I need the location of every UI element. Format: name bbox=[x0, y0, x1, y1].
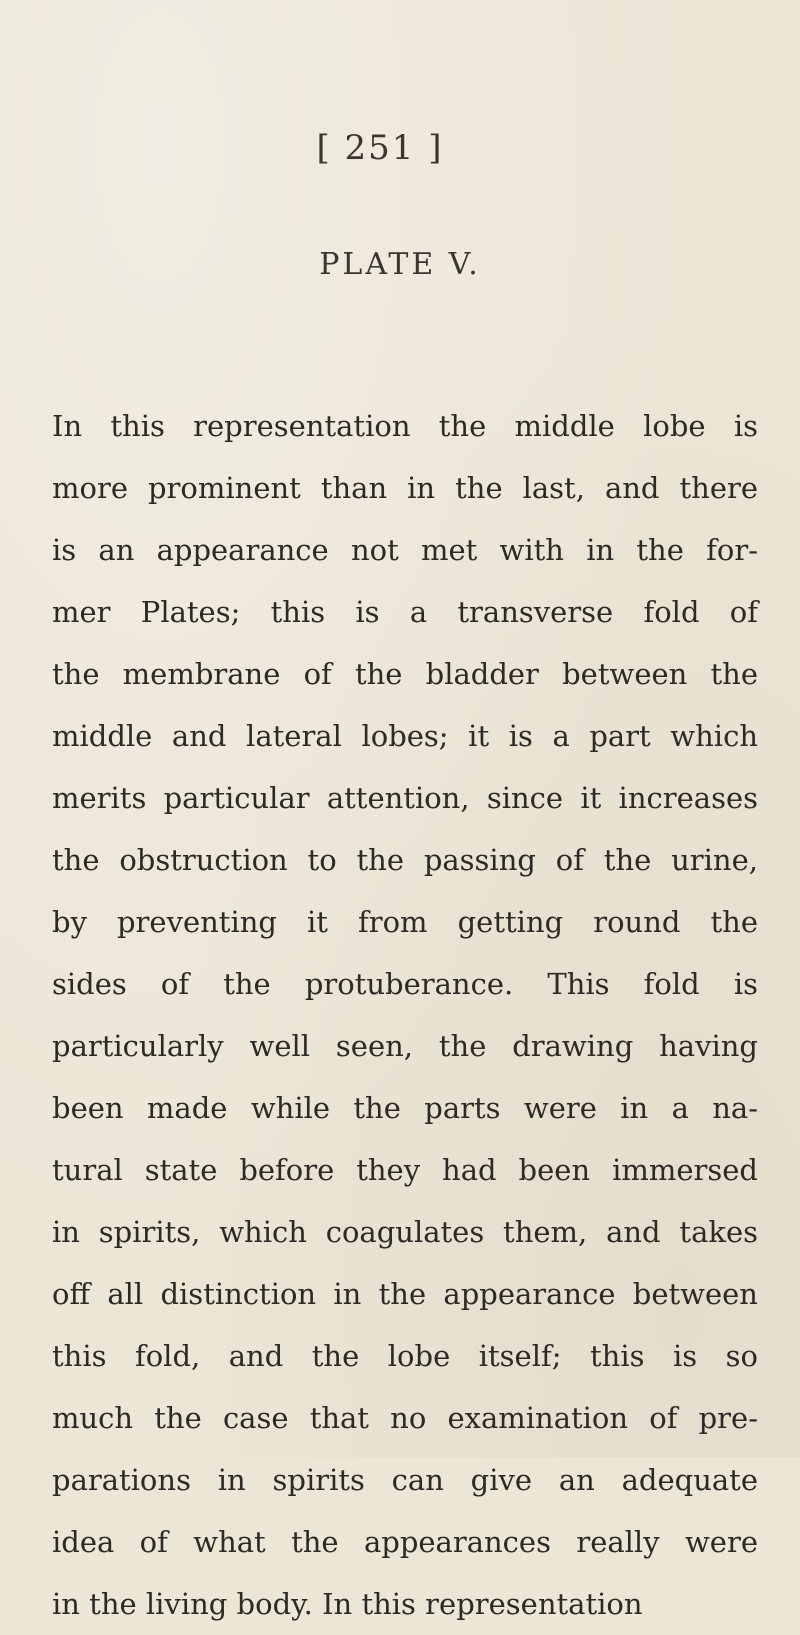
text-line: particularly well seen, the drawing having bbox=[52, 1029, 758, 1063]
text-line: this fold, and the lobe itself; this is so bbox=[52, 1339, 758, 1373]
text-line: mer Plates; this is a transverse fold of bbox=[52, 595, 758, 629]
text-line: parations in spirits can give an adequate bbox=[52, 1463, 758, 1497]
text-line: sides of the protuberance. This fold is bbox=[52, 967, 758, 1001]
page-number: [ 251 ] bbox=[316, 128, 444, 168]
text-line: tural state before they had been immersed bbox=[52, 1153, 758, 1187]
text-line: idea of what the appearances really were bbox=[52, 1525, 758, 1559]
text-line: middle and lateral lobes; it is a part which bbox=[52, 719, 758, 753]
text-line: been made while the parts were in a na- bbox=[52, 1091, 758, 1125]
text-line: the membrane of the bladder between the bbox=[52, 657, 758, 691]
text-line: in the living body. In this representation bbox=[52, 1587, 643, 1621]
text-line: more prominent than in the last, and there bbox=[52, 471, 758, 505]
plate-heading: PLATE V. bbox=[319, 247, 481, 282]
body-text bbox=[52, 395, 758, 1635]
text-line: off all distinction in the appearance between bbox=[52, 1277, 758, 1311]
text-line: much the case that no examination of pre- bbox=[52, 1401, 758, 1435]
text-line: by preventing it from getting round the bbox=[52, 905, 758, 939]
text-line: in spirits, which coagulates them, and takes bbox=[52, 1215, 758, 1249]
text-line: merits particular attention, since it increases bbox=[52, 781, 758, 815]
text-line: the obstruction to the passing of the urine, bbox=[52, 843, 758, 877]
text-line: In this representation the middle lobe is bbox=[52, 409, 758, 443]
text-line: is an appearance not met with in the for- bbox=[52, 533, 758, 567]
